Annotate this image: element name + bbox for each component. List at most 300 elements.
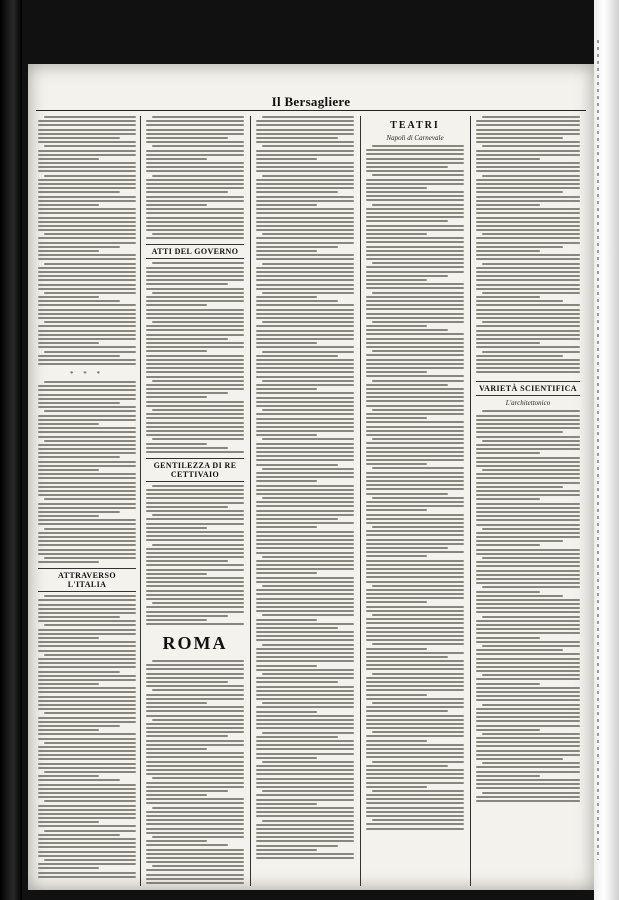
text-line (146, 523, 244, 525)
text-line (256, 208, 354, 210)
text-line (146, 828, 244, 830)
text-line (366, 300, 464, 302)
text-line (372, 467, 464, 469)
text-line (38, 666, 136, 668)
text-line (38, 746, 136, 748)
text-line (38, 671, 120, 673)
text-line (256, 681, 338, 683)
text-line (146, 334, 244, 336)
text-line (146, 443, 207, 445)
text-line (366, 518, 464, 520)
text-line (476, 524, 580, 526)
text-line (152, 438, 244, 440)
text-line (38, 284, 136, 286)
text-line (146, 422, 244, 424)
text-line (366, 530, 464, 532)
text-line (256, 124, 354, 126)
text-line (256, 526, 317, 528)
text-line (146, 317, 244, 319)
text-line (256, 543, 354, 545)
text-line (476, 678, 580, 680)
text-line (38, 817, 136, 819)
text-line (256, 288, 354, 290)
text-line (366, 317, 464, 319)
newspaper-page (28, 64, 594, 890)
text-line (256, 204, 317, 206)
text-line (476, 246, 563, 248)
text-line (38, 217, 136, 219)
text-line (476, 779, 580, 781)
text-line (256, 187, 354, 189)
text-line (146, 413, 244, 415)
text-line (366, 208, 464, 210)
text-line (366, 756, 464, 758)
text-line (256, 832, 354, 834)
text-line (256, 748, 354, 750)
text-line (476, 200, 580, 202)
text-line (38, 415, 136, 417)
text-line (256, 853, 354, 855)
text-line (38, 162, 136, 164)
text-line (38, 608, 136, 610)
text-line (366, 681, 464, 683)
text-line (256, 137, 338, 139)
section-heading-roma: ROMA (162, 633, 228, 654)
text-line (38, 750, 136, 752)
text-line (146, 384, 244, 386)
text-line (366, 275, 448, 277)
text-line (146, 170, 244, 172)
text-line (146, 392, 228, 394)
text-line (38, 641, 136, 643)
text-line (44, 175, 136, 177)
text-line (146, 447, 228, 449)
text-line (476, 367, 580, 369)
text-line (262, 116, 354, 118)
text-line (366, 677, 464, 679)
text-line (366, 333, 464, 335)
text-line (476, 729, 540, 731)
text-line (44, 381, 136, 383)
text-line (256, 836, 354, 838)
text-line (366, 199, 464, 201)
section-heading-gentilezza: GENTILEZZA DI RE CETTIVAIO (146, 458, 244, 482)
text-line (476, 179, 580, 181)
text-line (366, 639, 464, 641)
text-line (38, 254, 136, 256)
text-line (146, 598, 244, 600)
text-line (146, 187, 244, 189)
text-line (256, 493, 354, 495)
text-line (256, 648, 354, 650)
text-line (256, 371, 354, 373)
text-line (262, 497, 354, 499)
text-line (366, 606, 464, 608)
text-line (372, 145, 464, 147)
text-line (476, 300, 563, 302)
text-line (146, 451, 244, 453)
text-line (476, 363, 580, 365)
text-line (366, 233, 427, 235)
text-line (146, 502, 244, 504)
text-line (146, 685, 244, 687)
text-line (482, 645, 580, 647)
text-line (256, 225, 354, 227)
section-heading-atti-governo: ATTI DEL GOVERNO (146, 244, 244, 259)
text-line (256, 275, 354, 277)
text-line (146, 869, 244, 871)
text-line (476, 787, 580, 789)
text-line (44, 321, 136, 323)
text-line (366, 694, 427, 696)
text-line (44, 830, 136, 832)
text-line (44, 800, 136, 802)
text-line (38, 758, 136, 760)
text-line (372, 526, 464, 528)
text-line (476, 632, 580, 634)
text-line (38, 133, 136, 135)
text-line (38, 279, 136, 281)
text-line (38, 867, 99, 869)
text-line (146, 396, 207, 398)
text-line (256, 221, 354, 223)
text-line (256, 267, 354, 269)
text-line (146, 154, 244, 156)
text-line (256, 229, 354, 231)
text-line (366, 271, 464, 273)
text-line (38, 708, 136, 710)
text-line (146, 359, 244, 361)
text-line (366, 543, 464, 545)
text-line (476, 737, 580, 739)
text-line (372, 643, 464, 645)
text-line (146, 594, 244, 596)
text-line (44, 557, 136, 559)
text-line (146, 137, 228, 139)
text-line (38, 237, 136, 239)
text-line (482, 616, 580, 618)
text-line (366, 823, 464, 825)
text-line (372, 731, 464, 733)
text-line (476, 544, 540, 546)
text-line (256, 133, 354, 135)
text-line (476, 415, 580, 417)
text-line (146, 313, 244, 315)
text-line (146, 585, 244, 587)
text-line (256, 485, 354, 487)
text-line (146, 765, 244, 767)
text-line (476, 288, 580, 290)
text-line (262, 761, 354, 763)
text-line (256, 279, 354, 281)
text-line (366, 828, 464, 830)
text-line (256, 480, 317, 482)
text-line (256, 744, 354, 746)
text-line (38, 191, 120, 193)
text-line (256, 313, 354, 315)
text-line (476, 708, 580, 710)
text-line (38, 473, 136, 475)
text-line (256, 430, 354, 432)
text-line (146, 371, 244, 373)
text-line (476, 448, 580, 450)
text-line (476, 225, 580, 227)
text-line (476, 771, 580, 773)
text-line (366, 815, 464, 817)
text-line (256, 665, 317, 667)
text-line (256, 619, 317, 621)
text-line (366, 254, 464, 256)
text-line (366, 581, 464, 583)
text-line (256, 183, 354, 185)
text-line (482, 586, 580, 588)
section-heading-attraverso: ATTRAVERSO L'ITALIA (38, 568, 136, 592)
text-line (476, 515, 580, 517)
text-line (476, 519, 580, 521)
text-line (256, 635, 354, 637)
text-line (38, 767, 136, 769)
separator-stars: * * * (70, 370, 104, 379)
text-line (256, 330, 354, 332)
text-line (256, 627, 338, 629)
text-line (476, 237, 580, 239)
text-line (366, 555, 427, 557)
text-line (38, 363, 136, 365)
text-line (38, 325, 136, 327)
text-line (38, 704, 136, 706)
text-line (38, 398, 136, 400)
text-line (38, 355, 120, 357)
text-line (476, 486, 563, 488)
text-line (366, 765, 448, 767)
text-line (256, 849, 317, 851)
text-line (256, 464, 338, 466)
text-line (38, 275, 136, 277)
text-line (38, 540, 136, 542)
text-line (476, 158, 540, 160)
text-line (366, 166, 448, 168)
text-line (146, 346, 244, 348)
text-line (476, 120, 580, 122)
text-line (146, 158, 207, 160)
text-line (256, 677, 354, 679)
text-line (256, 501, 354, 503)
text-line (256, 237, 354, 239)
text-line (38, 629, 136, 631)
text-line (256, 434, 317, 436)
text-line (262, 556, 354, 558)
column-separator (360, 116, 361, 886)
text-line (366, 455, 464, 457)
text-line (38, 309, 136, 311)
text-line (256, 857, 354, 859)
text-line (476, 129, 580, 131)
text-line (146, 329, 244, 331)
text-line (476, 716, 580, 718)
text-line (256, 828, 354, 830)
text-line (256, 388, 317, 390)
text-line (146, 857, 244, 859)
text-line (262, 409, 354, 411)
text-line (38, 170, 136, 172)
text-line (262, 145, 354, 147)
text-line (476, 258, 580, 260)
text-line (152, 514, 244, 516)
text-line (38, 507, 136, 509)
text-line (146, 179, 244, 181)
text-line (146, 619, 207, 621)
text-line (256, 284, 354, 286)
text-line (262, 380, 354, 382)
text-line (476, 595, 563, 597)
text-line (476, 204, 540, 206)
text-line (146, 664, 244, 666)
text-line (38, 863, 136, 865)
text-line (256, 141, 354, 143)
text-line (38, 687, 136, 689)
text-line (366, 740, 427, 742)
text-line (38, 544, 136, 546)
text-line (476, 741, 580, 743)
text-line (38, 229, 136, 231)
text-line (256, 535, 354, 537)
text-line (476, 641, 580, 643)
text-line (366, 539, 464, 541)
column-3 (256, 116, 354, 886)
text-line (256, 656, 354, 658)
text-line (476, 670, 580, 672)
text-line (146, 623, 244, 625)
text-line (44, 410, 136, 412)
text-line (38, 267, 136, 269)
text-line (146, 217, 244, 219)
text-line (366, 149, 464, 151)
text-line (372, 790, 464, 792)
text-line (482, 674, 580, 676)
text-line (38, 317, 136, 319)
text-line (366, 648, 427, 650)
text-line (146, 338, 228, 340)
text-line (146, 229, 244, 231)
text-line (476, 766, 580, 768)
text-line (482, 704, 580, 706)
article-body (476, 116, 580, 373)
text-line (146, 304, 207, 306)
text-line (256, 778, 354, 780)
text-line (152, 145, 244, 147)
text-line (146, 681, 228, 683)
text-line (256, 589, 354, 591)
text-line (476, 695, 580, 697)
text-line (146, 882, 244, 884)
text-line (146, 497, 244, 499)
text-line (366, 195, 464, 197)
text-line (476, 490, 580, 492)
text-line (38, 436, 136, 438)
text-line (476, 217, 580, 219)
text-line (38, 821, 99, 823)
text-line (146, 527, 207, 529)
text-line (366, 279, 427, 281)
text-line (256, 200, 354, 202)
text-line (146, 819, 244, 821)
text-line (152, 175, 244, 177)
text-line (146, 237, 244, 239)
text-line (476, 578, 580, 580)
text-line (38, 679, 136, 681)
text-line (256, 811, 354, 813)
text-line (256, 514, 354, 516)
text-line (476, 570, 580, 572)
text-line (256, 522, 354, 524)
text-line (476, 137, 563, 139)
text-line (38, 200, 136, 202)
text-line (38, 158, 99, 160)
text-line (152, 602, 244, 604)
text-line (146, 342, 244, 344)
text-line (476, 304, 580, 306)
text-line (366, 769, 464, 771)
text-line (152, 544, 244, 546)
text-line (476, 477, 580, 479)
text-line (38, 346, 136, 348)
text-line (366, 220, 448, 222)
text-line (476, 170, 580, 172)
text-line (256, 706, 354, 708)
article-body (146, 660, 244, 884)
text-line (256, 179, 354, 181)
text-line (256, 840, 354, 842)
text-line (146, 141, 244, 143)
text-line (366, 191, 464, 193)
text-line (366, 179, 464, 181)
text-line (38, 120, 136, 122)
text-line (256, 518, 338, 520)
text-line (38, 733, 136, 735)
text-line (256, 510, 354, 512)
text-line (366, 153, 464, 155)
text-line (38, 809, 136, 811)
text-line (152, 116, 244, 118)
text-line (476, 457, 580, 459)
text-line (476, 275, 580, 277)
text-line (256, 246, 338, 248)
text-line (146, 752, 244, 754)
text-line (366, 551, 464, 553)
text-line (366, 744, 464, 746)
text-line (476, 561, 580, 563)
column-separator (140, 116, 141, 886)
text-line (476, 196, 580, 198)
text-line (256, 669, 354, 671)
text-line (476, 758, 563, 760)
text-line (38, 394, 136, 396)
text-line (476, 313, 580, 315)
subheading-architettonico: L'architettonico (505, 399, 551, 408)
text-line (262, 644, 354, 646)
text-line (38, 304, 136, 306)
text-line (476, 325, 580, 327)
text-line (38, 183, 136, 185)
text-line (38, 784, 136, 786)
text-line (256, 154, 354, 156)
text-line (366, 660, 464, 662)
text-line (366, 287, 464, 289)
text-line (482, 145, 580, 147)
text-line (146, 489, 244, 491)
text-line (256, 355, 338, 357)
text-line (476, 611, 580, 613)
